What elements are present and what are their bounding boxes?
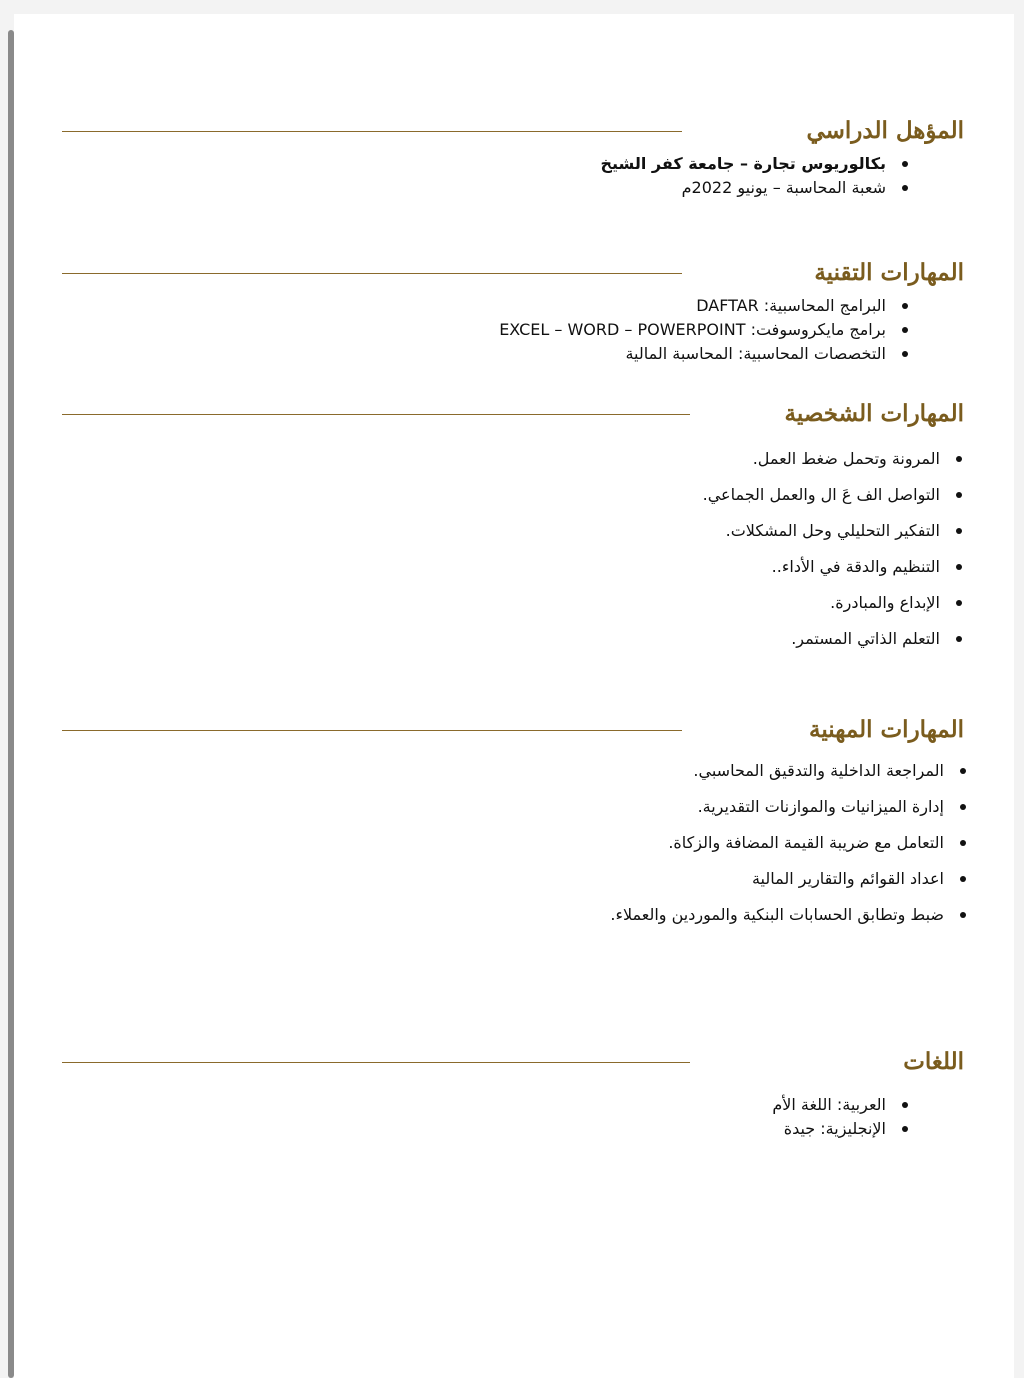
professional-skill-item: المراجعة الداخلية والتدقيق المحاسبي. <box>14 753 944 789</box>
personal-skills-header <box>14 397 1014 437</box>
languages-title: اللغات <box>903 1048 964 1075</box>
professional-skills-list <box>14 753 944 933</box>
personal-skill-item: التفكير التحليلي وحل المشكلات. <box>14 513 940 549</box>
language-item: الإنجليزية: جيدة <box>14 1117 886 1141</box>
education-header <box>14 114 1014 154</box>
education-divider <box>62 131 682 132</box>
professional-skills-divider <box>62 730 682 731</box>
professional-skill-item: التعامل مع ضريبة القيمة المضافة والزكاة. <box>14 825 944 861</box>
technical-skill-item: البرامج المحاسبية: DAFTAR <box>14 294 886 318</box>
languages-header <box>14 1045 1014 1085</box>
professional-skills-title: المهارات المهنية <box>809 716 964 743</box>
personal-skills-divider <box>62 414 690 415</box>
personal-skills-section <box>14 397 1014 657</box>
education-title: المؤهل الدراسي <box>806 117 964 144</box>
technical-skills-header <box>14 256 1014 296</box>
personal-skills-title: المهارات الشخصية <box>784 400 964 427</box>
personal-skill-item: التنظيم والدقة في الأداء.. <box>14 549 940 585</box>
personal-skills-list <box>14 441 940 657</box>
language-item: العربية: اللغة الأم <box>14 1093 886 1117</box>
technical-skill-item: التخصصات المحاسبية: المحاسبة المالية <box>14 342 886 366</box>
education-item: بكالوريوس تجارة – جامعة كفر الشيخ <box>14 152 886 176</box>
languages-section <box>14 1045 1014 1141</box>
technical-skill-item: برامج مايكروسوفت: EXCEL – WORD – POWERPOINT <box>14 318 886 342</box>
professional-skill-item: إدارة الميزانيات والموازنات التقديرية. <box>14 789 944 825</box>
professional-skill-item: اعداد القوائم والتقارير المالية <box>14 861 944 897</box>
professional-skills-section <box>14 713 1014 933</box>
education-section <box>14 114 1014 200</box>
technical-skills-list <box>14 294 886 366</box>
technical-skills-title: المهارات التقنية <box>814 259 964 286</box>
professional-skill-item: ضبط وتطابق الحسابات البنكية والموردين والعملاء. <box>14 897 944 933</box>
technical-skills-divider <box>62 273 682 274</box>
personal-skill-item: الإبداع والمبادرة. <box>14 585 940 621</box>
languages-divider <box>62 1062 690 1063</box>
education-list <box>14 152 886 200</box>
professional-skills-header <box>14 713 1014 753</box>
education-item: شعبة المحاسبة – يونيو 2022م <box>14 176 886 200</box>
personal-skill-item: التعلم الذاتي المستمر. <box>14 621 940 657</box>
personal-skill-item: المرونة وتحمل ضغط العمل. <box>14 441 940 477</box>
languages-list <box>14 1093 886 1141</box>
technical-skills-section <box>14 256 1014 366</box>
cv-page <box>14 14 1014 1378</box>
personal-skill-item: التواصل الف عَ ال والعمل الجماعي. <box>14 477 940 513</box>
